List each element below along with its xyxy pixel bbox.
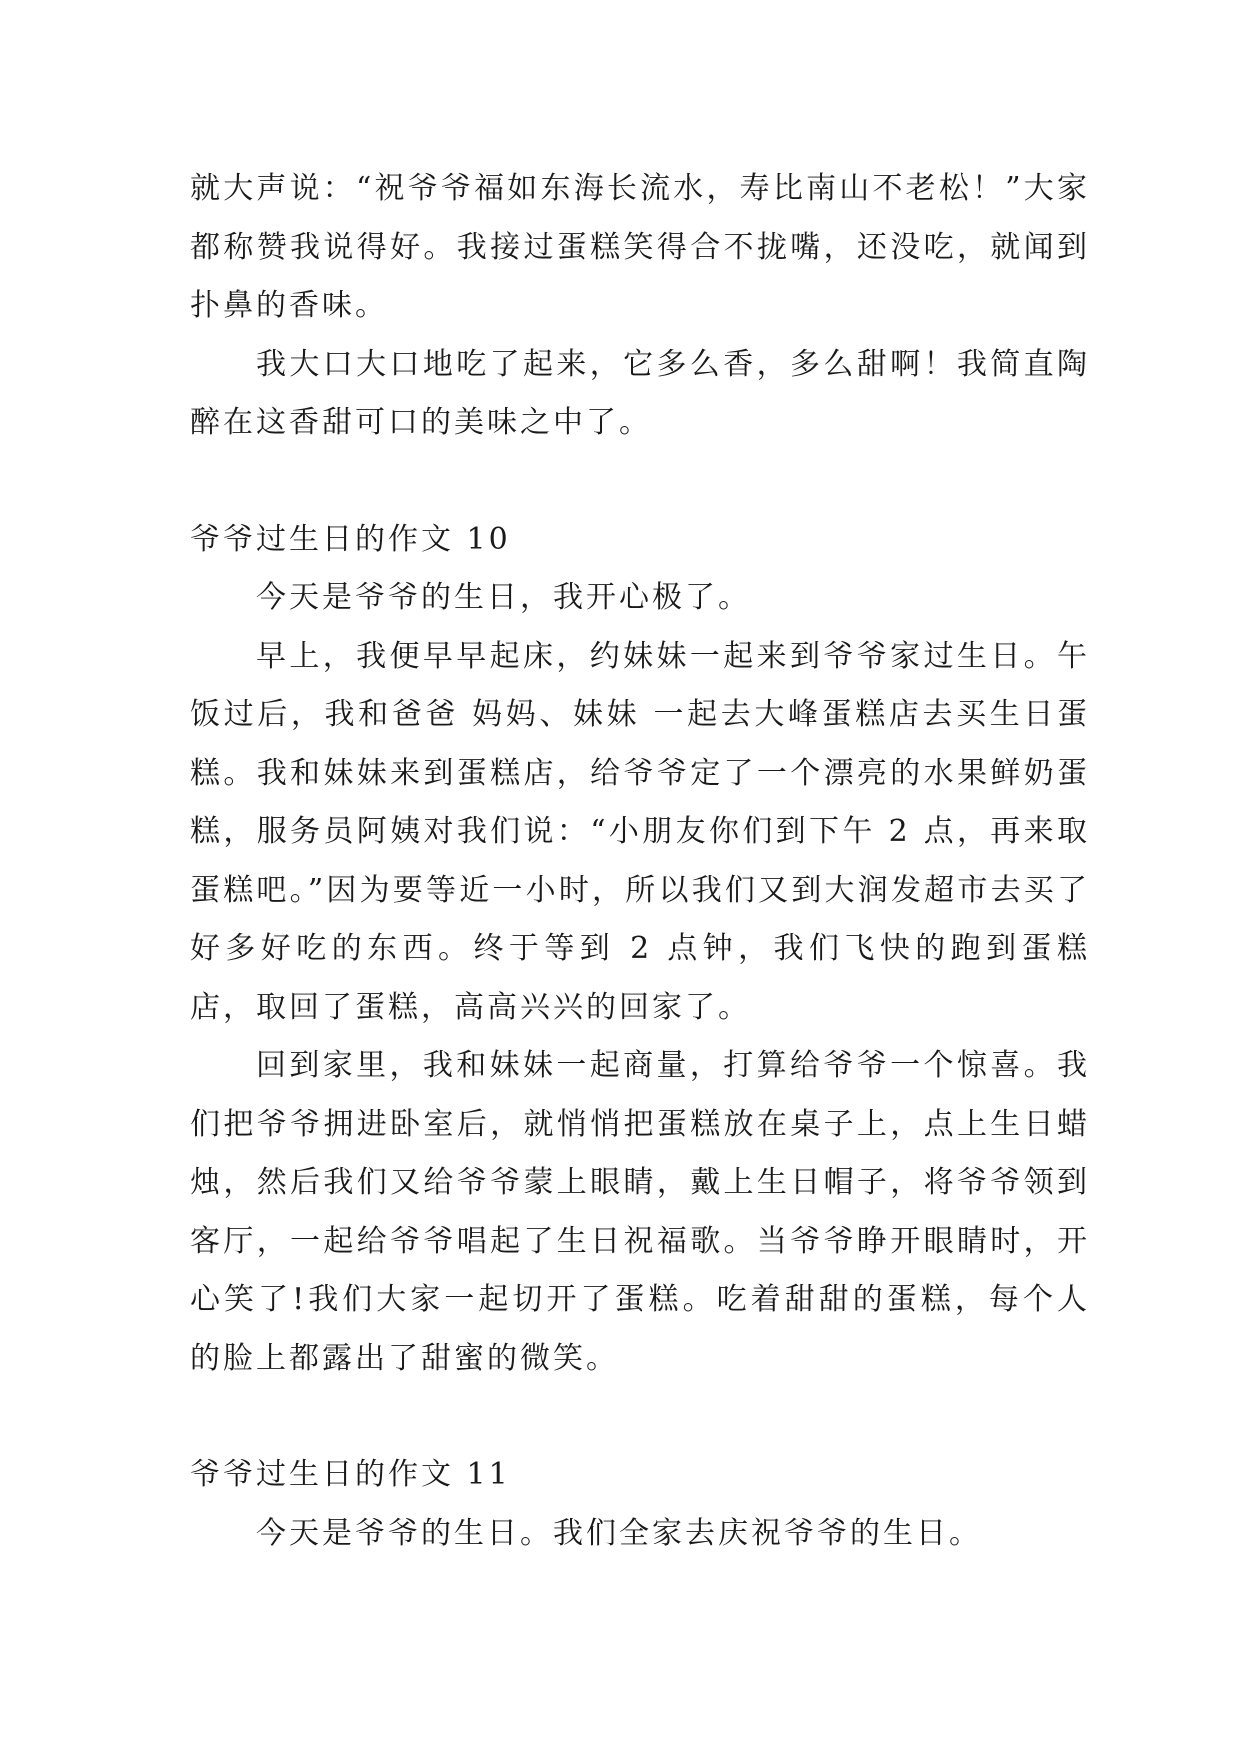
paragraph: 回到家里，我和妹妹一起商量，打算给爷爷一个惊喜。我们把爷爷拥进卧室后，就悄悄把蛋糕放在桌子上，点上生日蜡烛，然后我们又给爷爷蒙上眼睛，戴上生日帽子，将爷爷领到客厅，一起给爷爷唱起了生日祝福歌。当爷爷睁开眼睛时，开心笑了!我们大家一起切开了蛋糕。吃着甜甜的蛋糕，每个人的脸上都露出了甜蜜的微笑。	[190, 1048, 1090, 1376]
paragraph: 就大声说：“祝爷爷福如东海长流水，寿比南山不老松！”大家都称赞我说得好。我接过蛋糕笑得合不拢嘴，还没吃，就闻到扑鼻的香味。	[190, 171, 1090, 323]
section-gap	[190, 1388, 1090, 1446]
section-title-11: 爷爷过生日的作文 11	[190, 1457, 511, 1492]
paragraph: 今天是爷爷的生日。我们全家去庆祝爷爷的生日。	[256, 1515, 982, 1551]
section-title-10: 爷爷过生日的作文 10	[190, 521, 511, 557]
document-body	[190, 160, 1090, 1563]
paragraph: 早上，我便早早起床，约妹妹一起来到爷爷家过生日。午饭过后，我和爸爸 妈妈、妹妹 一起去大峰蛋糕店去买生日蛋糕。我和妹妹来到蛋糕店，给爷爷定了一个漂亮的水果鲜奶蛋糕，服务员阿姨对我们说：“小朋友你们到下午 2 点，再来取蛋糕吧。”因为要等近一小时，所以我们又到大润发超市去买了好多好吃的东西。终于等到 2 点钟，我们飞快的跑到蛋糕店，取回了蛋糕，高高兴兴的回家了。	[190, 638, 1090, 1025]
paragraph: 今天是爷爷的生日，我开心极了。	[256, 580, 751, 615]
section-gap	[190, 453, 1090, 511]
paragraph: 我大口大口地吃了起来，它多么香，多么甜啊！我简直陶醉在这香甜可口的美味之中了。	[190, 346, 1090, 440]
